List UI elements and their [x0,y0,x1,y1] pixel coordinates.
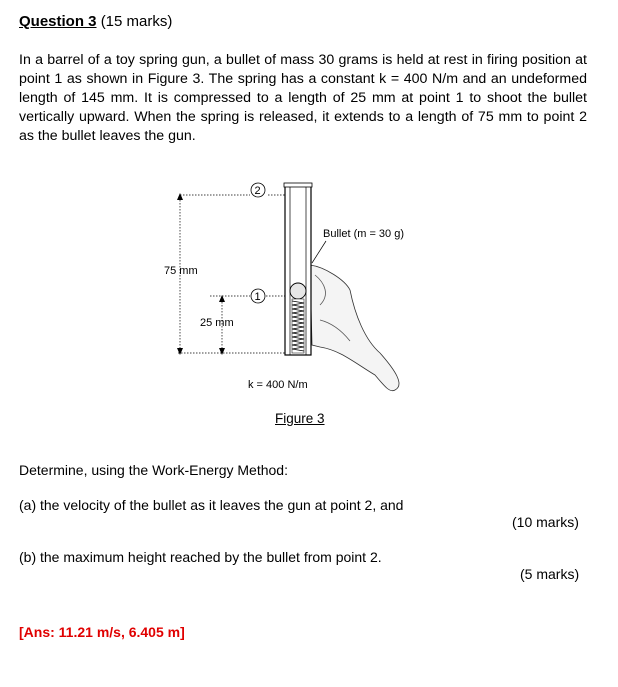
spring-constant-label: k = 400 N/m [248,379,308,391]
figure-caption: Figure 3 [275,411,325,426]
question-heading [19,13,172,30]
problem-statement: In a barrel of a toy spring gun, a bullet of mass 30 grams is held at rest in firing position at point 1 as shown in Figure 3. The spring has a constant k = 400 N/m and an undeformed length of 145 mm. It is compressed to a length of 25 mm at point 1 to shoot the bullet vertically upward. When the spring is released, it extends to a length of 75 mm to point 2 as the bullet leaves the gun. [19,52,587,144]
spring-gun-diagram [150,175,450,395]
part-b-text: (b) the maximum height reached by the bullet from point 2. [19,549,382,565]
part-a-marks: (10 marks) [512,514,579,530]
dimension-25mm: 25 mm [200,317,234,329]
part-b-marks: (5 marks) [520,566,580,582]
instructions: Determine, using the Work-Energy Method: [19,462,288,478]
answer: [Ans: 11.21 m/s, 6.405 m] [19,624,185,640]
bullet-label: Bullet (m = 30 g) [323,228,405,240]
part-a-text: (a) the velocity of the bullet as it leaves the gun at point 2, and [19,497,404,513]
figure-3 [150,175,450,395]
point-1-label: 1 [254,291,261,303]
point-2-label: 2 [254,185,261,197]
question-title: Question 3 [19,13,97,30]
bullet [290,283,306,299]
question-marks: (15 marks) [100,13,173,30]
dimension-75mm: 75 mm [164,265,198,277]
gun-grip [310,265,399,391]
